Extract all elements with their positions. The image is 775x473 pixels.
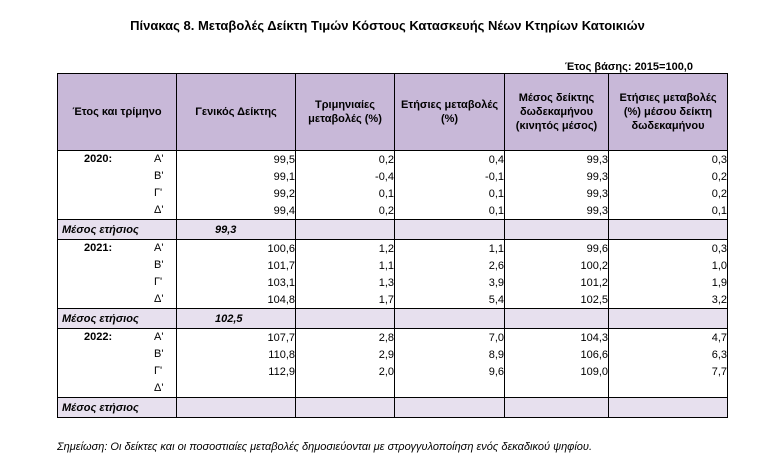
- quarterly-change-cell: 0,2: [296, 202, 395, 220]
- quarterly-change-cell: 1,7: [296, 291, 395, 309]
- moving-average-cell: 99,3: [505, 151, 609, 169]
- annual-average-label: Μέσος ετήσιος: [58, 220, 177, 240]
- header-row: [58, 74, 728, 151]
- year-quarter-cell: [58, 185, 177, 202]
- quarter-label: Δ': [154, 293, 164, 305]
- year-quarter-cell: [58, 329, 177, 347]
- year-quarter-cell: [58, 151, 177, 169]
- quarterly-change-cell: -0,4: [296, 168, 395, 185]
- general-index-cell: 110,8: [177, 346, 296, 363]
- table-row: [58, 202, 728, 220]
- quarterly-change-cell: 1,3: [296, 274, 395, 291]
- quarterly-change-cell: 1,1: [296, 257, 395, 274]
- table-row: [58, 168, 728, 185]
- annual-average-row: [58, 398, 728, 418]
- quarter-label: Γ': [154, 276, 163, 288]
- annual-change-ma-cell: 4,7: [609, 329, 728, 347]
- quarter-label: Β': [154, 348, 164, 360]
- quarter-label: Α': [154, 331, 164, 343]
- year-quarter-cell: [58, 274, 177, 291]
- annual-change-ma-cell: 3,2: [609, 291, 728, 309]
- general-index-cell: 99,1: [177, 168, 296, 185]
- footnote: Σημείωση: Οι δείκτες και οι ποσοστιαίες μεταβολές δημοσιεύονται με στρογγυλοποίηση ενός δεκαδικού ψηφίου.: [57, 441, 593, 453]
- quarter-label: Δ': [154, 382, 164, 394]
- quarterly-change-cell: 2,8: [296, 329, 395, 347]
- table-row: [58, 329, 728, 347]
- quarterly-change-cell: 1,2: [296, 240, 395, 258]
- annual-average-row: [58, 309, 728, 329]
- annual-change-ma-cell: 0,2: [609, 185, 728, 202]
- annual-change-cell: 0,1: [395, 202, 505, 220]
- table-row: [58, 257, 728, 274]
- table-row: [58, 363, 728, 380]
- table-row: [58, 274, 728, 291]
- quarterly-change-cell: 0,1: [296, 185, 395, 202]
- moving-average-cell: [505, 380, 609, 398]
- year-label: 2021:: [84, 242, 113, 254]
- year-quarter-cell: [58, 202, 177, 220]
- annual-change-cell: 1,1: [395, 240, 505, 258]
- header-moving-average: Μέσος δείκτης δωδεκαμήνου (κινητός μέσος): [505, 74, 609, 151]
- moving-average-cell: 101,2: [505, 274, 609, 291]
- annual-average-row: [58, 220, 728, 240]
- moving-average-cell: 99,3: [505, 185, 609, 202]
- annual-change-ma-cell: 0,1: [609, 202, 728, 220]
- annual-change-cell: 0,4: [395, 151, 505, 169]
- annual-change-cell: [395, 380, 505, 398]
- year-quarter-cell: [58, 291, 177, 309]
- moving-average-cell: 99,3: [505, 202, 609, 220]
- quarter-label: Β': [154, 170, 164, 182]
- quarterly-change-cell: [296, 380, 395, 398]
- annual-change-cell: 9,6: [395, 363, 505, 380]
- quarter-label: Β': [154, 259, 164, 271]
- header-annual-change: Ετήσιες μεταβολές (%): [395, 74, 505, 151]
- general-index-cell: 100,6: [177, 240, 296, 258]
- general-index-cell: 104,8: [177, 291, 296, 309]
- annual-average-label: Μέσος ετήσιος: [58, 398, 177, 418]
- header-annual-change-moving-average: Ετήσιες μεταβολές (%) μέσου δείκτη δωδεκαμήνου: [609, 74, 728, 151]
- general-index-cell: 103,1: [177, 274, 296, 291]
- annual-change-ma-cell: 1,9: [609, 274, 728, 291]
- year-quarter-cell: [58, 257, 177, 274]
- quarter-label: Γ': [154, 365, 163, 377]
- annual-change-ma-cell: 0,2: [609, 168, 728, 185]
- header-quarterly-change: Τριμηνιαίες μεταβολές (%): [296, 74, 395, 151]
- quarter-label: Α': [154, 153, 164, 165]
- annual-change-ma-cell: 6,3: [609, 346, 728, 363]
- moving-average-cell: 104,3: [505, 329, 609, 347]
- header-general-index: Γενικός Δείκτης: [177, 74, 296, 151]
- annual-change-cell: 8,9: [395, 346, 505, 363]
- annual-change-ma-cell: 1,0: [609, 257, 728, 274]
- table-row: [58, 346, 728, 363]
- general-index-cell: 99,4: [177, 202, 296, 220]
- table-row: [58, 291, 728, 309]
- moving-average-cell: 99,6: [505, 240, 609, 258]
- year-quarter-cell: [58, 346, 177, 363]
- moving-average-cell: 102,5: [505, 291, 609, 309]
- base-year-label: Έτος βάσης: 2015=100,0: [564, 61, 693, 73]
- year-quarter-cell: [58, 168, 177, 185]
- annual-change-ma-cell: 7,7: [609, 363, 728, 380]
- moving-average-cell: 99,3: [505, 168, 609, 185]
- quarter-label: Δ': [154, 204, 164, 216]
- annual-average-value: 102,5: [177, 309, 296, 329]
- header-year-quarter: Έτος και τρίμηνο: [58, 74, 177, 151]
- annual-average-value: [177, 398, 296, 418]
- annual-average-label: Μέσος ετήσιος: [58, 309, 177, 329]
- year-label: 2020:: [84, 153, 113, 165]
- quarterly-change-cell: 0,2: [296, 151, 395, 169]
- year-quarter-cell: [58, 240, 177, 258]
- construction-cost-index-table: [57, 73, 728, 418]
- annual-average-value: 99,3: [177, 220, 296, 240]
- moving-average-cell: 109,0: [505, 363, 609, 380]
- annual-change-cell: 0,1: [395, 185, 505, 202]
- year-quarter-cell: [58, 363, 177, 380]
- moving-average-cell: 106,6: [505, 346, 609, 363]
- year-label: 2022:: [84, 331, 113, 343]
- year-quarter-cell: [58, 380, 177, 398]
- general-index-cell: [177, 380, 296, 398]
- table-row: [58, 380, 728, 398]
- quarter-label: Α': [154, 242, 164, 254]
- general-index-cell: 107,7: [177, 329, 296, 347]
- general-index-cell: 112,9: [177, 363, 296, 380]
- table-row: [58, 240, 728, 258]
- general-index-cell: 101,7: [177, 257, 296, 274]
- general-index-cell: 99,5: [177, 151, 296, 169]
- quarter-label: Γ': [154, 187, 163, 199]
- table-row: [58, 185, 728, 202]
- annual-change-cell: 2,6: [395, 257, 505, 274]
- table-title: Πίνακας 8. Μεταβολές Δείκτη Τιμών Κόστους Κατασκευής Νέων Κτηρίων Κατοικιών: [130, 18, 645, 33]
- annual-change-cell: -0,1: [395, 168, 505, 185]
- general-index-cell: 99,2: [177, 185, 296, 202]
- annual-change-ma-cell: [609, 380, 728, 398]
- quarterly-change-cell: 2,0: [296, 363, 395, 380]
- annual-change-ma-cell: 0,3: [609, 240, 728, 258]
- quarterly-change-cell: 2,9: [296, 346, 395, 363]
- moving-average-cell: 100,2: [505, 257, 609, 274]
- annual-change-cell: 3,9: [395, 274, 505, 291]
- annual-change-ma-cell: 0,3: [609, 151, 728, 169]
- annual-change-cell: 5,4: [395, 291, 505, 309]
- table-row: [58, 151, 728, 169]
- annual-change-cell: 7,0: [395, 329, 505, 347]
